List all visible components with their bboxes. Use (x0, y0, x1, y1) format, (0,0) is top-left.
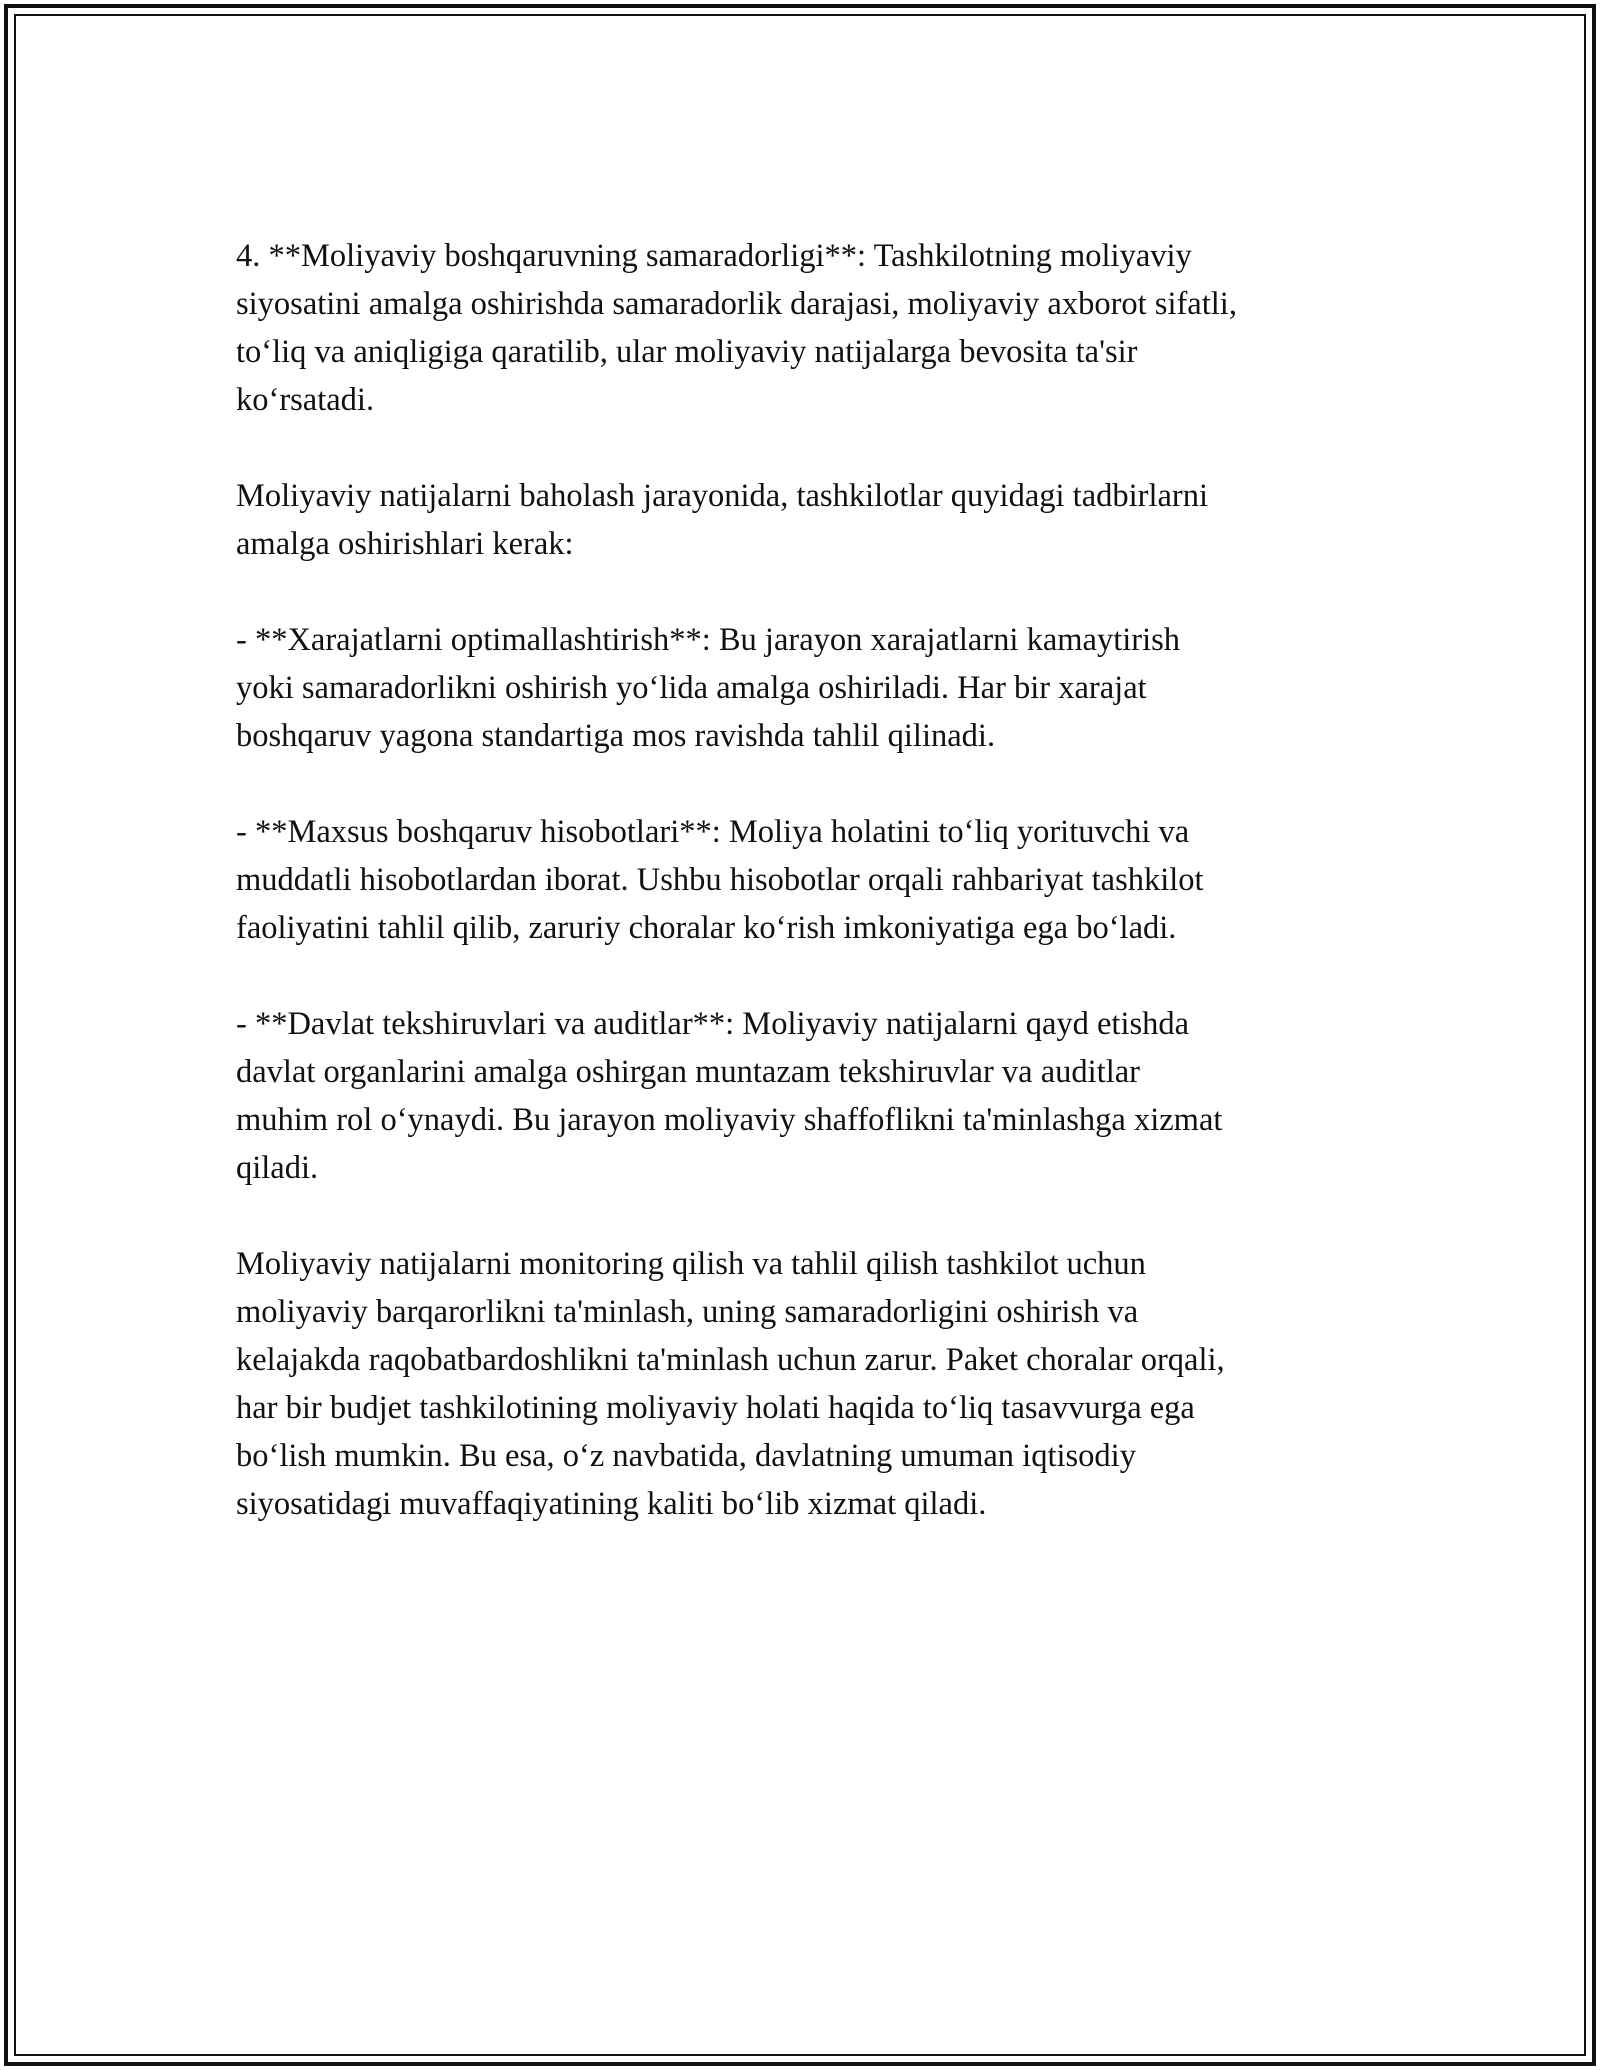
paragraph-management-reports: - **Maxsus boshqaruv hisobotlari**: Moliya holatini to‘liq yorituvchi va muddatli hisobotlardan iborat. Ushbu hisobotlar orqali rahbariyat tashkilot faoliyatini tahlil qilib, zaruriy choralar ko‘rish imkoniyatiga ega bo‘ladi. (236, 814, 1204, 946)
paragraph-evaluation-intro: Moliyaviy natijalarni baholash jarayonida, tashkilotlar quyidagi tadbirlarni amalga oshirishlari kerak: (236, 478, 1209, 562)
document-body (236, 232, 1386, 1528)
paragraph-cost-optimization: - **Xarajatlarni optimallashtirish**: Bu jarayon xarajatlarni kamaytirish yoki samaradorlikni oshirish yo‘lida amalga oshiriladi. Har bir xarajat boshqaruv yagona standartiga mos ravishda tahlil qilinadi. (236, 622, 1181, 754)
paragraph-conclusion: Moliyaviy natijalarni monitoring qilish va tahlil qilish tashkilot uchun moliyaviy barqarorlikni ta'minlash, uning samaradorligini oshirish va kelajakda raqobatbardoshlikni ta'minlash uchun zarur. Paket choralar orqali, har bir budjet tashkilotining moliyaviy holati haqida to‘liq tasavvurga ega bo‘lish mumkin. Bu esa, o‘z navbatida, davlatning umuman iqtisodiy siyosatidagi muvaffaqiyatining kaliti bo‘lib xizmat qiladi. (236, 1246, 1225, 1522)
paragraph-state-audits: - **Davlat tekshiruvlari va auditlar**: Moliyaviy natijalarni qayd etishda davlat organlarini amalga oshirgan muntazam tekshiruvlar va auditlar muhim rol o‘ynaydi. Bu jarayon moliyaviy shaffoflikni ta'minlashga xizmat qiladi. (236, 1006, 1223, 1186)
paragraph-financial-management-efficiency: 4. **Moliyaviy boshqaruvning samaradorligi**: Tashkilotning moliyaviy siyosatini amalga oshirishda samaradorlik darajasi, moliyaviy axborot sifatli, to‘liq va aniqligiga qaratilib, ular moliyaviy natijalarga bevosita ta'sir ko‘rsatadi. (236, 238, 1237, 418)
